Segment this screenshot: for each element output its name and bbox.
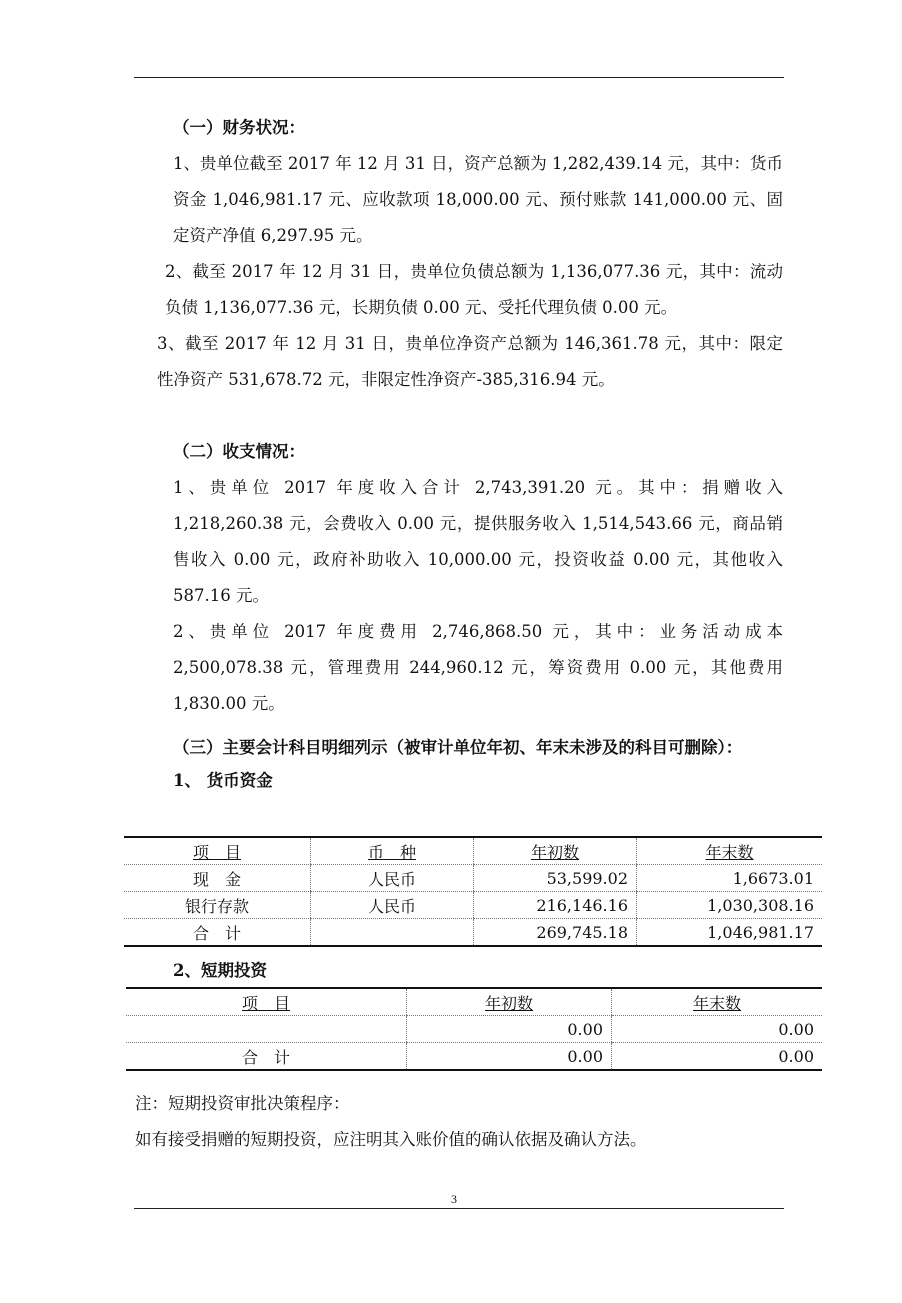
paragraph: 1、贵单位 2017 年度收入合计 2,743,391.20 元。其中：捐赠收入 1,218,260.38 元，会费收入 0.00 元，提供服务收入 1,514,543.66 元，商品销售收入 0.00 元，政府补助收入 10,000.00 元，投资收益 0.00 元，其他收入 587.16 元。 [173, 478, 783, 605]
page-number: 3 [451, 1192, 457, 1206]
section-title: （三）主要会计科目明细列示（被审计单位年初、年末未涉及的科目可删除）： [173, 738, 743, 757]
table-cell: 0.00 [407, 1016, 612, 1043]
table-row [126, 1043, 822, 1071]
short-term-investment-table [126, 987, 822, 1071]
table-cell: 银行存款 [124, 892, 311, 919]
table-cell: 合 计 [241, 1047, 290, 1067]
paragraph: 3、截至 2017 年 12 月 31 日，贵单位净资产总额为 146,361.78 元，其中：限定性净资产 531,678.72 元，非限定性净资产-385,316.94 元。 [157, 334, 783, 389]
section-financial-status [135, 110, 783, 398]
table-cell: 216,146.16 [474, 892, 637, 919]
cash-table [124, 836, 822, 947]
table-cell: 1,6673.01 [637, 865, 823, 892]
table-cell: 现 金 [124, 865, 311, 892]
section-title: （一）财务状况： [173, 118, 305, 137]
table-row [124, 892, 822, 919]
column-header: 年末数 [705, 842, 754, 862]
table-cell: 0.00 [612, 1043, 823, 1071]
column-header: 项 目 [192, 842, 241, 862]
table-cell: 人民币 [311, 892, 474, 919]
table-cell: 0.00 [407, 1043, 612, 1071]
table-cell: 1,046,981.17 [637, 919, 823, 947]
table-row [124, 865, 822, 892]
table-header-row [124, 837, 822, 865]
section-accounts [135, 730, 783, 796]
table-cell: 合 计 [192, 923, 241, 943]
table-cell: 1,030,308.16 [637, 892, 823, 919]
column-header: 年初数 [484, 993, 533, 1013]
table-cell: 0.00 [612, 1016, 823, 1043]
header-rule [134, 77, 784, 78]
note-line: 如有接受捐赠的短期投资，应注明其入账价值的确认依据及确认方法。 [135, 1130, 647, 1149]
table-header-row [126, 988, 822, 1016]
note-line: 注：短期投资审批决策程序： [135, 1094, 350, 1113]
column-header: 项 目 [241, 993, 290, 1013]
subsection-title: 2、短期投资 [173, 961, 267, 980]
footer-rule [134, 1208, 784, 1209]
column-header: 年末数 [692, 993, 741, 1013]
table-cell [311, 919, 474, 947]
column-header: 币 种 [367, 842, 416, 862]
paragraph: 2、贵单位 2017 年度费用 2,746,868.50 元，其中：业务活动成本 2,500,078.38 元，管理费用 244,960.12 元，筹资费用 0.00 元，其他费用 1,830.00 元。 [173, 622, 783, 713]
column-header: 年初数 [530, 842, 579, 862]
paragraph: 2、截至 2017 年 12 月 31 日，贵单位负债总额为 1,136,077.36 元，其中：流动负债 1,136,077.36 元，长期负债 0.00 元、受托代理负债 0.00 元。 [165, 262, 783, 317]
table-cell: 人民币 [311, 865, 474, 892]
subsection-short-term [135, 956, 783, 986]
table-row [124, 919, 822, 947]
table-cell: 269,745.18 [474, 919, 637, 947]
section-income-expense [135, 434, 783, 722]
table-cell [126, 1016, 407, 1043]
section-title: （二）收支情况： [173, 442, 305, 461]
table-cell: 53,599.02 [474, 865, 637, 892]
notes [135, 1086, 783, 1158]
table-row [126, 1016, 822, 1043]
paragraph: 1、贵单位截至 2017 年 12 月 31 日，资产总额为 1,282,439.14 元，其中：货币资金 1,046,981.17 元、应收款项 18,000.00 元、预付账款 141,000.00 元、固定资产净值 6,297.95 元。 [173, 154, 783, 245]
subsection-title: 1、 货币资金 [173, 771, 273, 790]
